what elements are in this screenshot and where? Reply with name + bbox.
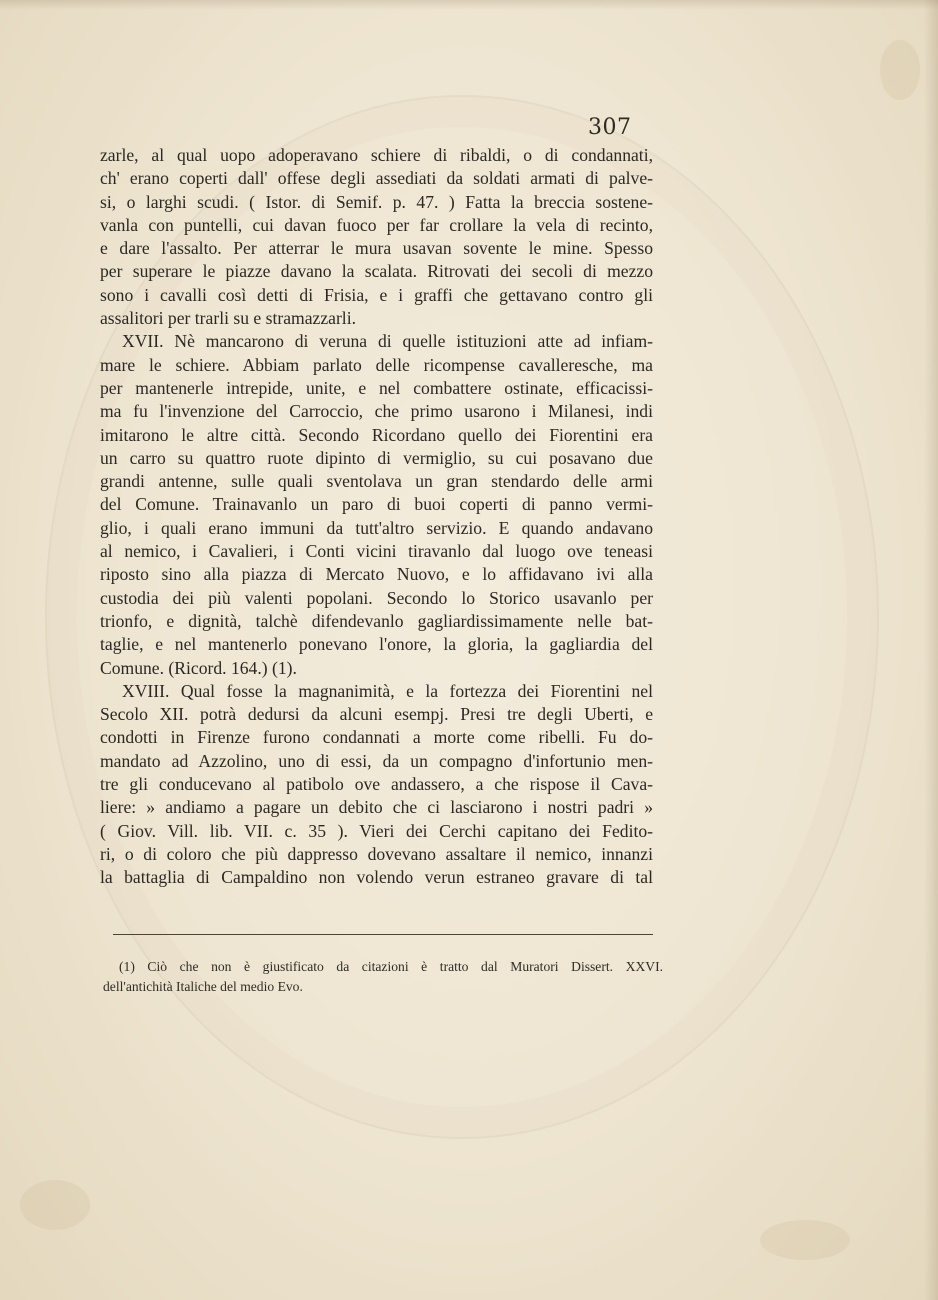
paper-stain <box>880 40 920 100</box>
section-heading-line: XVIII. Qual fosse la magnanimità, e la fortezza dei Fiorentini nel <box>122 680 653 701</box>
text-line: glio, i quali erano immuni da tutt'altro servizio. E quando andavano <box>100 517 653 538</box>
page-edge-shadow <box>924 0 938 1300</box>
text-line: sono i cavalli così detti di Frisia, e i graffi che gettavano contro gli <box>100 284 653 305</box>
text-line: del Comune. Trainavanlo un paro di buoi coperti di panno vermi- <box>100 494 653 515</box>
text-line: trionfo, e dignità, talchè difendevanlo gagliardissimamente nelle bat- <box>100 610 653 631</box>
text-line: tre gli conducevano al patibolo ove andassero, a che rispose il Cava- <box>100 774 653 795</box>
text-line: liere: » andiamo a pagare un debito che ci lasciarono i nostri padri » <box>100 797 653 818</box>
text-line: al nemico, i Cavalieri, i Conti vicini tiravanlo dal luogo ove teneasi <box>100 541 653 562</box>
text-line: assalitori per trarli su e stramazzarli. <box>100 308 356 329</box>
text-line: si, o larghi scudi. ( Istor. di Semif. p. 47. ) Fatta la breccia sostene- <box>100 191 653 212</box>
text-line: ma fu l'invenzione del Carroccio, che primo usarono i Milanesi, indi <box>100 401 653 422</box>
text-line: Comune. (Ricord. 164.) (1). <box>100 657 297 678</box>
section-heading-line: XVII. Nè mancarono di veruna di quelle istituzioni atte ad infiam- <box>122 331 653 352</box>
text-line: riposto sino alla piazza di Mercato Nuovo, e lo affidavano ivi alla <box>100 564 653 585</box>
text-line: e dare l'assalto. Per atterrar le mura usavan sovente le mine. Spesso <box>100 238 653 259</box>
text-line: zarle, al qual uopo adoperavano schiere di ribaldi, o di condannati, <box>100 145 653 165</box>
text-line: mare le schiere. Abbiam parlato delle ricompense cavalleresche, ma <box>100 354 653 375</box>
footnote-separator <box>113 934 653 935</box>
text-line: imitarono le altre città. Secondo Ricordano quello dei Fiorentini era <box>100 424 653 445</box>
body-text <box>100 144 653 890</box>
text-line: un carro su quattro ruote dipinto di vermiglio, su cui posavano due <box>100 447 653 468</box>
text-line: mandato ad Azzolino, uno di essi, da un compagno d'infortunio men- <box>100 750 653 771</box>
text-line: custodia dei più valenti popolani. Secondo lo Storico usavanlo per <box>100 587 653 608</box>
paper-stain <box>20 1180 90 1230</box>
page-number: 307 <box>588 115 632 140</box>
text-line: vanla con puntelli, cui davan fuoco per far crollare la vela di recinto, <box>100 214 653 235</box>
text-line: la battaglia di Campaldino non volendo verun estraneo gravare di tal <box>100 867 653 888</box>
text-line: taglie, e nel mantenerlo ponevano l'onore, la gloria, la gagliardia del <box>100 634 653 655</box>
paper-stain <box>760 1220 850 1260</box>
text-line: per superare le piazze davano la scalata. Ritrovati dei secoli di mezzo <box>100 261 653 282</box>
footnote-line: (1) Ciò che non è giustificato da citazioni è tratto dal Muratori Dissert. XXVI. <box>119 959 663 974</box>
footnote-line: dell'antichità Italiche del medio Evo. <box>103 979 303 994</box>
text-line: ( Giov. Vill. lib. VII. c. 35 ). Vieri dei Cerchi capitano dei Fedito- <box>100 820 653 841</box>
text-line: grandi antenne, sulle quali sventolava un gran stendardo delle armi <box>100 471 653 492</box>
text-line: Secolo XII. potrà dedursi da alcuni esempj. Presi tre degli Uberti, e <box>100 704 653 725</box>
page-top-shadow <box>0 0 938 10</box>
text-line: per mantenerle intrepide, unite, e nel combattere ostinate, efficacissi- <box>100 377 653 398</box>
text-line: ri, o di coloro che più dappresso dovevano assaltare il nemico, innanzi <box>100 843 653 864</box>
text-line: ch' erano coperti dall' offese degli assediati da soldati armati di palve- <box>100 168 653 189</box>
footnote <box>103 957 663 997</box>
text-line: condotti in Firenze furono condannati a morte come ribelli. Fu do- <box>100 727 653 748</box>
